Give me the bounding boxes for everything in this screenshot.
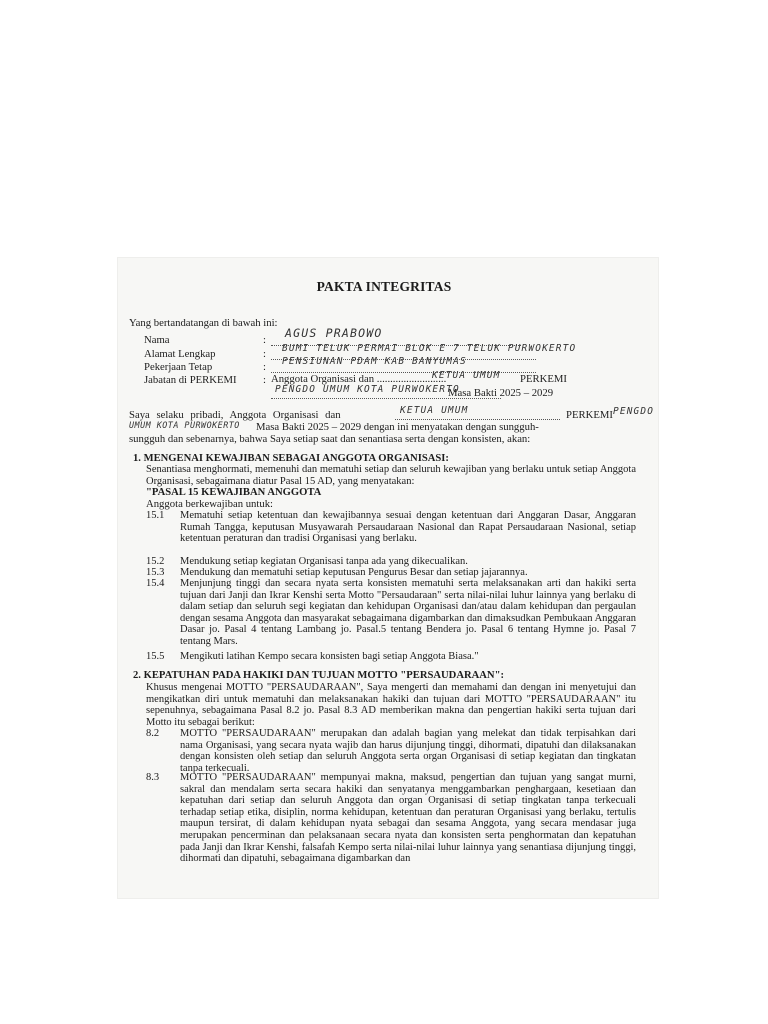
dotted-line <box>395 419 560 420</box>
statement-line2b: Masa Bakti 2025 – 2029 dengan ini menyatakan dengan sungguh- <box>256 421 539 433</box>
pekerjaan-handwritten: PENSIUNAN PDAM KAB BANYUMAS <box>282 356 467 367</box>
item-text: Mengikuti latihan Kempo secara konsisten bagi setiap Anggota Biasa." <box>180 651 479 662</box>
item-text: MOTTO "PERSAUDARAAN" merupakan dan adalah bagian yang melekat dan tidak terpisahkan dari nama Organisasi, yang secara nyata wajib dan harus dijunjung tinggi, dihormati, dipatuhi dan dilaksanakan dengan konsisten oleh setiap dan seluruh Anggota serta organ Organisasi di setiap kegiatan dan tingkatan tanpa terkecuali. <box>180 728 636 774</box>
jabatan-line2-handwritten: PENGDO UMUM KOTA PURWOKERTO <box>275 384 460 395</box>
section2-heading: 2. KEPATUHAN PADA HAKIKI DAN TUJUAN MOTTO "PERSAUDARAAN": <box>133 670 504 681</box>
statement-line1a: Saya selaku pribadi, Anggota Organisasi dan <box>129 409 341 421</box>
masa-bakti: Masa Bakti 2025 – 2029 <box>448 387 554 399</box>
alamat-label: Alamat Lengkap <box>144 348 216 360</box>
colon: : <box>263 334 266 346</box>
statement-line2-handwritten: UMUM KOTA PURWOKERTO <box>129 420 240 430</box>
alamat-handwritten: BUMI TELUK PERMAI BLOK E 7 TELUK PURWOKERTO <box>282 343 577 354</box>
intro-text: Yang bertandatangan di bawah ini: <box>129 317 278 329</box>
jabatan-label: Jabatan di PERKEMI <box>144 374 237 386</box>
item-number: 8.3 <box>146 772 160 783</box>
section2-intro: Khusus mengenai MOTTO "PERSAUDARAAN", Saya mengerti dan memahami dan dengan ini menyetujui dan mengikatkan diri untuk mematuhi dan melaksanakan hakiki dan tujuan dari MOTTO "PERSAUDARAAN" itu sepenuhnya, sebagaimana Pasal 8.2 jo. Pasal 8.3 AD memberikan makna dan pengertian hakiki serta tujuan dari Motto itu sebagai berikut: <box>146 682 636 728</box>
jabatan-prefix: Anggota Organisasi dan .......................... <box>271 373 447 385</box>
item-number: 8.2 <box>146 728 160 739</box>
item-number: 15.4 <box>146 578 165 589</box>
pasal-title: "PASAL 15 KEWAJIBAN ANGGOTA <box>146 487 322 498</box>
nama-label: Nama <box>144 334 170 346</box>
statement-line3: sungguh dan sebenarnya, bahwa Saya setiap saat dan senantiasa serta dengan konsisten, akan: <box>129 433 531 445</box>
item-number: 15.5 <box>146 651 165 662</box>
item-text: Mendukung dan mematuhi setiap keputusan Pengurus Besar dan setiap jajarannya. <box>180 567 528 578</box>
pasal-intro: Anggota berkewajiban untuk: <box>146 498 274 510</box>
document-title: PAKTA INTEGRITAS <box>316 279 452 294</box>
colon: : <box>263 348 266 360</box>
item-number: 15.2 <box>146 556 165 567</box>
section1-intro: Senantiasa menghormati, memenuhi dan mematuhi setiap dan seluruh kewajiban yang berlaku untuk setiap Anggota Organisasi, sebagaimana diatur Pasal 15 AD, yang menyatakan: <box>146 464 636 487</box>
pekerjaan-label: Pekerjaan Tetap <box>144 361 213 373</box>
statement-handwritten-2: PENGDO <box>613 406 655 417</box>
colon: : <box>263 361 266 373</box>
item-text: Mendukung setiap kegiatan Organisasi tanpa ada yang dikecualikan. <box>180 556 468 567</box>
statement-line1b: PERKEMI <box>566 409 613 421</box>
statement-handwritten: KETUA UMUM <box>400 405 469 416</box>
item-text: Mematuhi setiap ketentuan dan kewajibannya sesuai dengan ketentuan dari Anggaran Dasar, Anggaran Rumah Tangga, keputusan Musyawarah Persaudaraan Nasional dan Rapat Persaudaraan Nasional, setiap ketentuan peraturan dan tradisi Organisasi yang berlaku. <box>180 510 636 545</box>
item-text: MOTTO "PERSAUDARAAN" mempunyai makna, maksud, pengertian dan tujuan yang sangat murni, sakral dan mendalam serta secara hakiki dan senyatanya menggambarkan penghargaan, kesetiaan dan kepatuhan dari setiap dan seluruh Anggota dan organ Organisasi di setiap tingkatan tanpa terkecuali terhadap setiap etika, disiplin, norma kehidupan, ketentuan dan peraturan Organisasi yang berlaku, tertulis maupun tersirat, di dalam kehidupan nyata sebagai dan sesama Anggota, yang secara mendasar juga merupakan pencerminan dan pelaksanaan secara nyata dan konsisten serta penghormatan dan kepatuhan pada Janji dan Ikrar Kenshi, falsafah Kempo serta nilai-nilai luhur lainnya yang senantiasa dijunjung tinggi, dihormati dan dipatuhi, sebagaimana digambarkan dan <box>180 772 636 865</box>
jabatan-handwritten: KETUA UMUM <box>432 370 501 381</box>
jabatan-suffix: PERKEMI <box>520 373 567 385</box>
item-number: 15.1 <box>146 510 165 521</box>
colon: : <box>263 374 266 386</box>
item-number: 15.3 <box>146 567 165 578</box>
section1-heading: 1. MENGENAI KEWAJIBAN SEBAGAI ANGGOTA ORGANISASI: <box>133 453 449 464</box>
item-text: Menjunjung tinggi dan secara nyata serta konsisten mematuhi serta melaksanakan arti dan hakiki serta tujuan dari Janji dan Ikrar Kenshi serta Motto "Persaudaraan" serta nilai-nilai luhur lainnya yang berlaku di dalam setiap dan seluruh segi kegiatan dan kehidupan Organisasi dan/atau dalam kehidupan dan pergaulan dengan sesama Anggota dan masyarakat sebagaimana digambarkan dan dimaksudkan Pembukaan Anggaran Dasar jo. Pasal 4 tentang Lambang jo. Pasal.5 tentang Bendera jo. Pasal 6 tentang Hymne jo. Pasal 7 tentang Mars. <box>180 578 636 647</box>
nama-handwritten: AGUS PRABOWO <box>285 326 383 340</box>
